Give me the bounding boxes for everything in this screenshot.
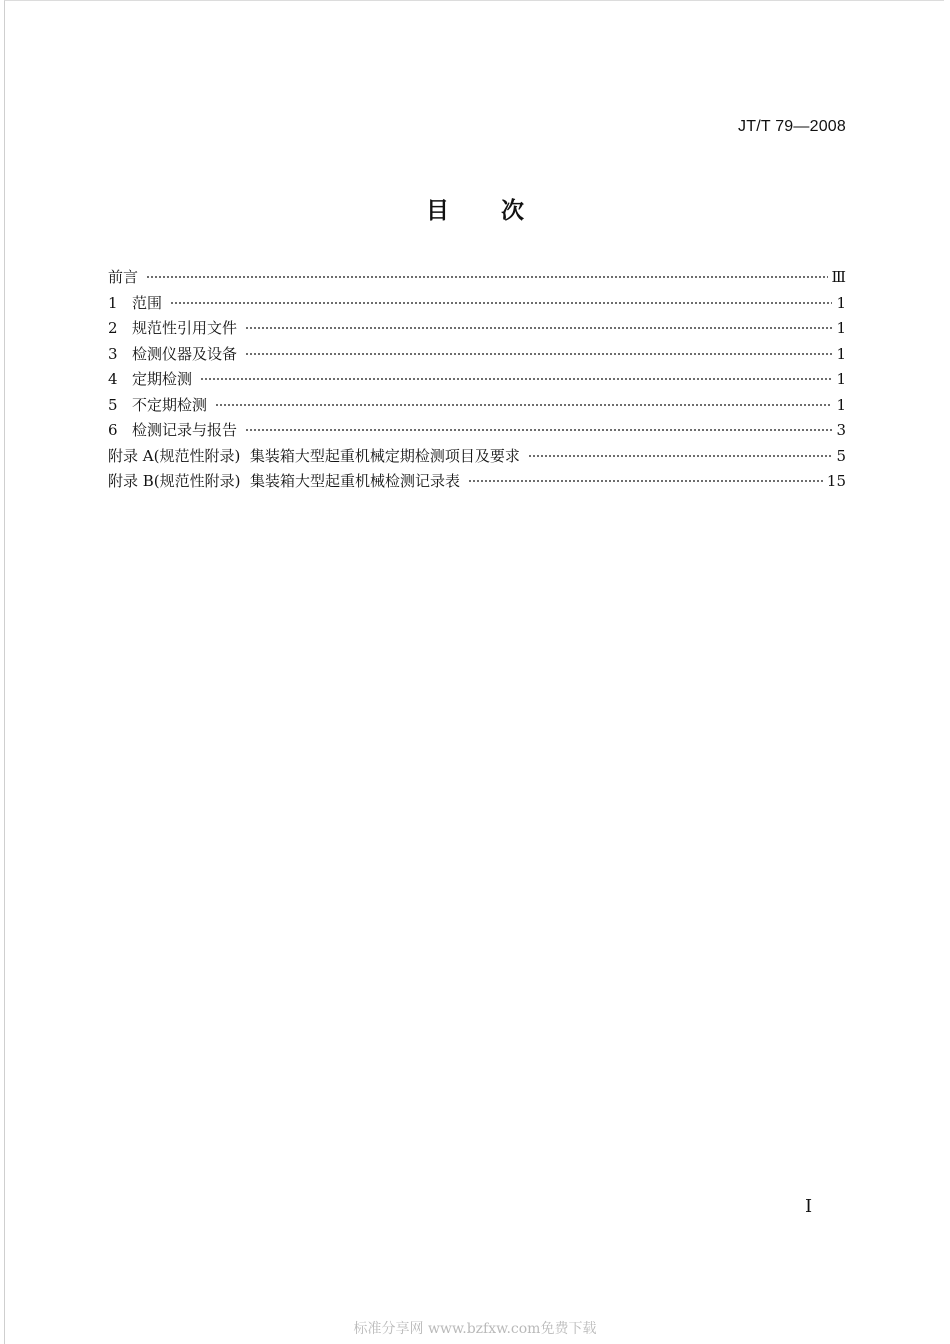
dot-leader: [528, 454, 832, 458]
toc-entry-label: 不定期检测: [132, 395, 208, 414]
toc-entry-page: Ⅲ: [831, 268, 846, 286]
toc-entry-page: 1: [836, 344, 846, 363]
toc-entry-number: 1: [108, 293, 118, 312]
toc-entry-instruments[interactable]: [108, 343, 846, 369]
toc-entry-page: 5: [836, 446, 846, 465]
title-char-2: 次: [501, 198, 524, 224]
toc-entry-label: 定期检测: [132, 370, 193, 388]
watermark: 标准分享网 www.bzfxw.com免费下载: [353, 1321, 597, 1337]
toc-entry-page: 1: [836, 370, 846, 388]
dot-leader: [170, 301, 832, 305]
toc-entry-number: 3: [108, 344, 118, 363]
toc-entry-foreword[interactable]: [108, 266, 846, 292]
dot-leader: [215, 403, 832, 407]
toc-entry-label: 附录 A(规范性附录) 集装箱大型起重机械定期检测项目及要求: [108, 446, 520, 465]
dot-leader: [245, 428, 832, 432]
toc-entry-label: 附录 B(规范性附录) 集装箱大型起重机械检测记录表: [108, 472, 461, 490]
dot-leader: [468, 479, 823, 483]
toc-entry-irregular-inspection[interactable]: [108, 394, 846, 420]
page-title: [0, 192, 950, 225]
table-of-contents: [108, 266, 846, 496]
dot-leader: [245, 352, 832, 356]
toc-entry-scope[interactable]: [108, 292, 846, 318]
toc-entry-page: 1: [836, 319, 846, 337]
dot-leader: [200, 377, 832, 381]
toc-entry-number: 4: [108, 370, 118, 388]
toc-entry-appendix-b[interactable]: [108, 470, 846, 496]
toc-entry-number: 6: [108, 421, 118, 439]
toc-entry-page: 1: [836, 293, 846, 312]
toc-entry-page: 1: [836, 395, 846, 414]
toc-entry-number: 5: [108, 395, 118, 414]
toc-entry-appendix-a[interactable]: [108, 445, 846, 471]
page-number: I: [805, 1196, 813, 1217]
toc-entry-label: 规范性引用文件: [132, 319, 238, 337]
title-char-1: 目: [426, 198, 449, 224]
toc-entry-periodic-inspection[interactable]: [108, 368, 846, 394]
dot-leader: [146, 275, 828, 279]
toc-entry-number: 2: [108, 319, 118, 337]
toc-entry-label: 检测仪器及设备: [132, 344, 238, 363]
toc-entry-label: 前言: [108, 268, 139, 286]
toc-entry-page: 15: [826, 472, 846, 490]
toc-entry-label: 范围: [132, 293, 163, 312]
standard-code: JT/T 79—2008: [738, 118, 846, 135]
toc-entry-label: 检测记录与报告: [132, 421, 238, 439]
toc-entry-page: 3: [836, 421, 846, 439]
dot-leader: [245, 326, 832, 330]
toc-entry-records-report[interactable]: [108, 419, 846, 445]
toc-entry-normative-references[interactable]: [108, 317, 846, 343]
